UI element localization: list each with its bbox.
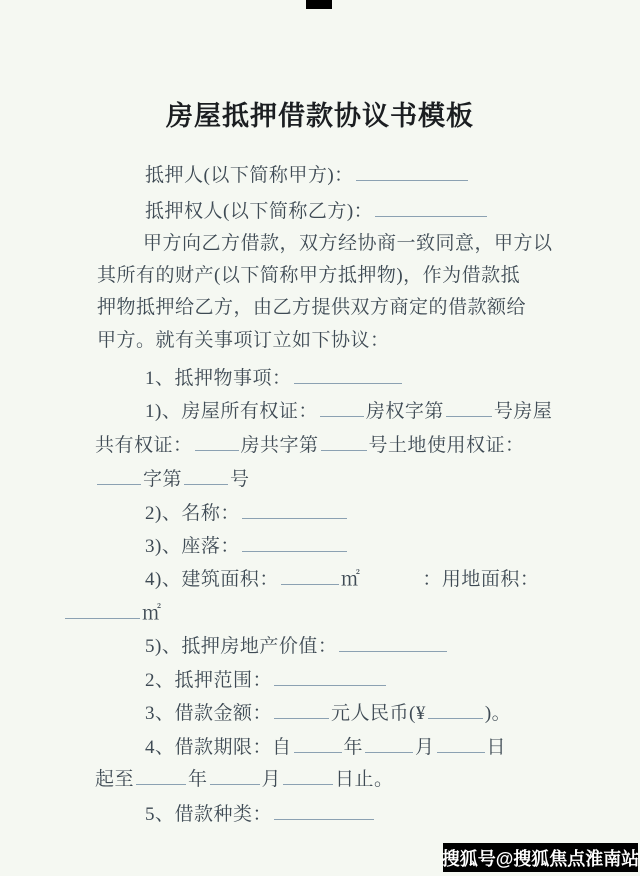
- line-text: 3、借款金额：: [145, 702, 273, 724]
- document-line: [97, 295, 526, 321]
- line-text: 号房屋: [493, 400, 553, 422]
- document-line: [145, 396, 552, 425]
- document-line: [145, 363, 404, 392]
- blank-underline: [281, 564, 339, 585]
- line-text: 共有权证：: [95, 434, 193, 456]
- line-text: 甲方向乙方借款，双方经协商一致同意，甲方以: [143, 233, 553, 254]
- line-text: ㎡: [142, 602, 162, 624]
- document-line: [145, 564, 539, 593]
- document-title: 房屋抵押借款协议书模板: [166, 101, 474, 132]
- blank-underline: [428, 698, 483, 719]
- blank-underline: [136, 764, 186, 785]
- line-text: 元人民币(¥: [331, 702, 426, 724]
- blank-underline: [274, 698, 329, 719]
- line-text: 年: [188, 768, 208, 790]
- line-text: 年: [343, 736, 364, 758]
- spacer: [360, 566, 422, 585]
- document-line: [145, 160, 470, 189]
- line-text: 4、借款期限：自: [145, 736, 292, 758]
- document-line: [145, 799, 376, 828]
- line-text: ㎡: [340, 568, 361, 590]
- line-text: 1、抵押物事项：: [145, 367, 292, 389]
- line-text: 5、借款种类：: [145, 803, 273, 825]
- document-line: [145, 631, 449, 660]
- blank-underline: [437, 732, 485, 753]
- blank-underline: [184, 464, 228, 485]
- blank-underline: [274, 799, 374, 820]
- document-line: [145, 732, 506, 761]
- document-line: [145, 498, 349, 527]
- line-text: 号: [230, 468, 250, 490]
- document-line: [97, 328, 390, 354]
- blank-underline: [242, 498, 347, 519]
- line-text: 其所有的财产(以下简称甲方抵押物)，作为借款抵: [97, 265, 521, 286]
- document-line: [63, 598, 162, 627]
- blank-underline: [242, 531, 347, 552]
- line-text: 抵押权人(以下简称乙方)：: [145, 200, 374, 222]
- line-text: 号土地使用权证：: [368, 434, 525, 456]
- watermark-badge: [443, 843, 638, 872]
- line-text: 甲方。就有关事项订立如下协议：: [97, 330, 390, 351]
- blank-underline: [321, 430, 367, 451]
- line-text: 5)、抵押房地产价值：: [145, 635, 338, 657]
- document-line: [145, 196, 489, 225]
- line-text: 1)、房屋所有权证：: [145, 400, 318, 422]
- line-text: ：用地面积：: [422, 568, 540, 590]
- line-text: 2)、名称：: [145, 502, 240, 524]
- blank-underline: [274, 665, 386, 686]
- document-line: [145, 531, 349, 560]
- line-text: 2、抵押范围：: [145, 669, 273, 691]
- blank-underline: [365, 732, 413, 753]
- line-text: 3)、座落：: [145, 535, 240, 557]
- blank-underline: [210, 764, 260, 785]
- line-text: 日止。: [335, 768, 394, 790]
- blank-underline: [97, 464, 141, 485]
- blank-underline: [65, 598, 140, 619]
- blank-underline: [294, 363, 402, 384]
- line-text: 房权字第: [365, 400, 444, 422]
- blank-underline: [320, 396, 364, 417]
- line-text: 月: [261, 768, 282, 790]
- blank-underline: [195, 430, 239, 451]
- line-text: 月: [415, 736, 435, 758]
- document-line: [143, 231, 553, 257]
- watermark-text: 搜狐号@搜狐焦点淮南站: [441, 848, 640, 869]
- document-line: [95, 430, 525, 459]
- line-text: 押物抵押给乙方，由乙方提供双方商定的借款额给: [97, 297, 527, 318]
- document-line: [95, 764, 394, 793]
- document-line: [97, 263, 520, 289]
- blank-underline: [294, 732, 342, 753]
- document-line: [145, 698, 511, 727]
- line-text: 抵押人(以下简称甲方)：: [145, 164, 354, 186]
- blank-underline: [356, 160, 468, 181]
- line-text: 房共字第: [240, 434, 319, 456]
- blank-underline: [375, 196, 487, 217]
- blank-underline: [446, 396, 492, 417]
- blank-underline: [283, 764, 333, 785]
- document-line: [95, 464, 250, 493]
- line-text: 字第: [143, 468, 183, 490]
- blank-underline: [339, 631, 447, 652]
- line-text: )。: [484, 702, 512, 724]
- line-text: 4)、建筑面积：: [145, 568, 279, 590]
- line-text: 起至: [95, 768, 135, 790]
- line-text: 日: [486, 736, 507, 758]
- document-line: [145, 665, 388, 694]
